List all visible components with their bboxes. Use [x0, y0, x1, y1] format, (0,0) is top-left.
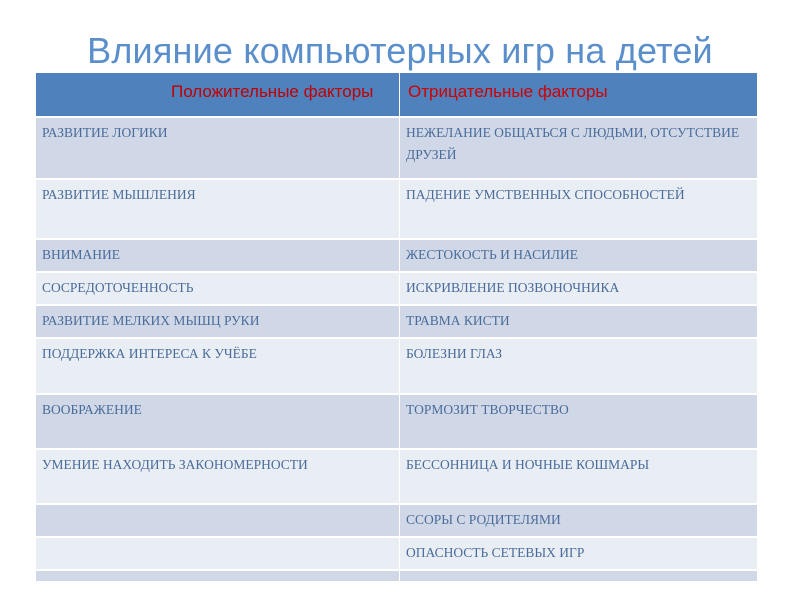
table-row — [36, 305, 758, 338]
header-positive-factors: Положительные факторы — [36, 73, 400, 117]
negative-factor-cell: ТРАВМА КИСТИ — [400, 305, 758, 338]
positive-factor-cell: ВНИМАНИЕ — [36, 239, 400, 272]
table-row — [36, 449, 758, 504]
negative-factor-cell: НЕЖЕЛАНИЕ ОБЩАТЬСЯ С ЛЮДЬМИ, ОТСУТСТВИЕ ДРУЗЕЙ — [400, 117, 758, 179]
positive-factor-cell — [36, 537, 400, 570]
table-row — [36, 179, 758, 239]
table-row — [36, 537, 758, 570]
table-row — [36, 272, 758, 305]
positive-factor-cell: ПОДДЕРЖКА ИНТЕРЕСА К УЧЁБЕ — [36, 338, 400, 394]
negative-factor-cell: БОЛЕЗНИ ГЛАЗ — [400, 338, 758, 394]
negative-factor-cell: ИСКРИВЛЕНИЕ ПОЗВОНОЧНИКА — [400, 272, 758, 305]
table-header-row — [36, 73, 758, 117]
positive-factor-cell — [36, 504, 400, 537]
positive-factor-cell: РАЗВИТИЕ МЕЛКИХ МЫШЦ РУКИ — [36, 305, 400, 338]
slide-title: Влияние компьютерных игр на детей — [87, 30, 713, 71]
table-row — [36, 394, 758, 449]
negative-factor-cell: ПАДЕНИЕ УМСТВЕННЫХ СПОСОБНОСТЕЙ — [400, 179, 758, 239]
positive-factor-cell — [36, 570, 400, 582]
negative-factor-cell: ЖЕСТОКОСТЬ И НАСИЛИЕ — [400, 239, 758, 272]
positive-factor-cell: РАЗВИТИЕ ЛОГИКИ — [36, 117, 400, 179]
table-row — [36, 117, 758, 179]
negative-factor-cell: ССОРЫ С РОДИТЕЛЯМИ — [400, 504, 758, 537]
table-row — [36, 504, 758, 537]
header-negative-factors: Отрицательные факторы — [400, 73, 758, 117]
table-row — [36, 338, 758, 394]
positive-factor-cell: УМЕНИЕ НАХОДИТЬ ЗАКОНОМЕРНОСТИ — [36, 449, 400, 504]
negative-factor-cell: БЕССОННИЦА И НОЧНЫЕ КОШМАРЫ — [400, 449, 758, 504]
table-row — [36, 570, 758, 582]
positive-factor-cell: СОСРЕДОТОЧЕННОСТЬ — [36, 272, 400, 305]
negative-factor-cell — [400, 570, 758, 582]
positive-factor-cell: ВООБРАЖЕНИЕ — [36, 394, 400, 449]
positive-factor-cell: РАЗВИТИЕ МЫШЛЕНИЯ — [36, 179, 400, 239]
negative-factor-cell: ОПАСНОСТЬ СЕТЕВЫХ ИГР — [400, 537, 758, 570]
table-row — [36, 239, 758, 272]
factors-table — [35, 72, 758, 583]
negative-factor-cell: ТОРМОЗИТ ТВОРЧЕСТВО — [400, 394, 758, 449]
